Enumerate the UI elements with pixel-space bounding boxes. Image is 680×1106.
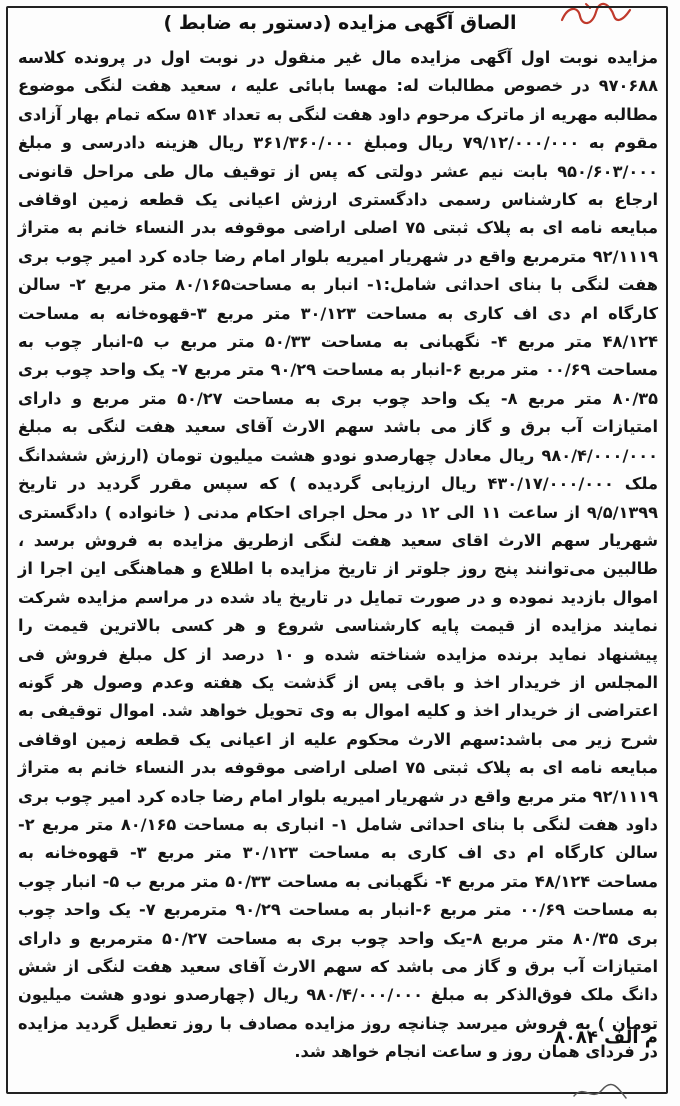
notice-title: الصاق آگهی مزایده (دستور به ضابط ) bbox=[163, 12, 517, 34]
notice-reference-code: م الف ۸۰۸۴ bbox=[553, 1027, 658, 1048]
corner-stamp-icon bbox=[570, 1080, 630, 1104]
notice-body: مزایده نوبت اول آگهی مزایده مال غیر منقول در نوبت اول در پرونده کلاسه ۹۷۰۶۸۸ در خصوص مطالبات له: مهسا بابائی علیه ، سعید هفت لنگی موضوع مطالبه مهریه از ماترک مرحوم داود هفت لنگی به تعداد ۵۱۴ سکه تمام بهار آزادی مقوم به ۷۹/۱۲/۰۰۰/۰۰۰ ریال ومبلغ ۳۶۱/۳۶۰/۰۰۰ ریال هزینه دادرسی و مبلغ ۹۵۰/۶۰۳/۰۰۰ بابت نیم عشر دولتی که پس از توقیف مال طی مراحل قانونی ارجاع به کارشناس رسمی دادگستری ارزش اعیانی یک قطعه زمین اوقافی مبایعه نامه ای به پلاک ثبتی ۷۵ اصلی اراضی موقوفه بدر النساء خانم به متراژ ۹۲/۱۱۱۹ مترمربع واقع در شهریار امیریه بلوار امام رضا جاده کرد امیر چوب بری هفت لنگی با بنای احداثی شامل:۱- انبار به مساحت۸۰/۱۶۵ متر مربع ۲- سالن کارگاه ام دی اف کاری به مساحت ۳۰/۱۲۳ متر مربع ۳-قهوه‌خانه به مساحت ۴۸/۱۲۴ متر مربع ۴- نگهبانی به مساحت ۵۰/۳۳ متر مربع ب ۵-انبار چوب به مساحت ۰۰/۶۹ متر مربع ۶-انبار به مساحت ۹۰/۲۹ متر مربع ۷- یک واحد چوب بری ۸۰/۳۵ متر مربع ۸- یک واحد چوب بری به مساحت ۵۰/۲۷ متر مربع و دارای امتیازات آب برق و گاز می باشد سهم الارث آقای سعید هفت لنگی به مبلغ ۹۸۰/۴/۰۰۰/۰۰۰ ریال معادل چهارصدو نودو هشت میلیون تومان (ارزش ششدانگ ملک ۴۳۰/۱۷/۰۰۰/۰۰۰ ریال ارزیابی گردیده ) که سپس مقرر گردید در تاریخ ۹/۵/۱۳۹۹ از ساعت ۱۱ الی ۱۲ در محل اجرای احکام مدنی ( خانواده ) دادگستری شهریار سهم الارث اقای سعید هفت لنگی ازطریق مزایده به فروش برسد ، طالبین می‌توانند پنج روز جلوتر از تاریخ مزایده با اطلاع و هماهنگی این اجرا از اموال بازدید نموده و در صورت تمایل در تاریخ یاد شده در مراسم مزایده شرکت نمایند مزایده از قیمت پایه کارشناسی شروع و هر کسی بالاترین قیمت را پیشنهاد نماید برنده مزایده شناخته شده و ۱۰ درصد از کل مبلغ فروش فی المجلس از خریدار اخذ و باقی پس از گذشت یک هفته وعدم وصول هر گونه اعتراضی از خریدار اخذ و کلیه اموال به وی تحویل خواهد شد. اموال توقیفی به شرح زیر می باشد:سهم الارث محکوم علیه از اعیانی یک قطعه زمین اوقافی مبایعه نامه ای به پلاک ثبتی ۷۵ اصلی اراضی موقوفه بدر النساء خانم به متراژ ۹۲/۱۱۱۹ متر مربع واقع در شهریار امیریه بلوار امام رضا جاده کرد امیر چوب بری داود هفت لنگی با بنای احداثی شامل ۱- انباری به مساحت ۸۰/۱۶۵ متر مربع ۲- سالن کارگاه ام دی اف کاری به مساحت ۳۰/۱۲۳ متر مربع ۳- قهوه‌خانه به مساحت ۴۸/۱۲۴ متر مربع ۴- نگهبانی به مساحت ۵۰/۳۳ متر مربع ب ۵- انبار چوب به مساحت ۰۰/۶۹ متر مربع ۶-انبار به مساحت ۹۰/۲۹ مترمربع ۷- یک واحد چوب بری ۸۰/۳۵ متر مربع ۸-یک واحد چوب بری به مساحت ۵۰/۲۷ مترمربع و دارای امتیازات آب برق و گاز می باشد که سهم الارث آقای سعید هفت لنگی از شش دانگ ملک فوق‌الذکر به مبلغ ۹۸۰/۴/۰۰۰/۰۰۰ ریال (چهارصدو نودو هشت میلیون تومان ) به فروش میرسد چنانچه روز مزایده مصادف با روز تعطیل گردید مزایده در فردای همان روز و ساعت انجام خواهد شد. bbox=[18, 48, 659, 1062]
